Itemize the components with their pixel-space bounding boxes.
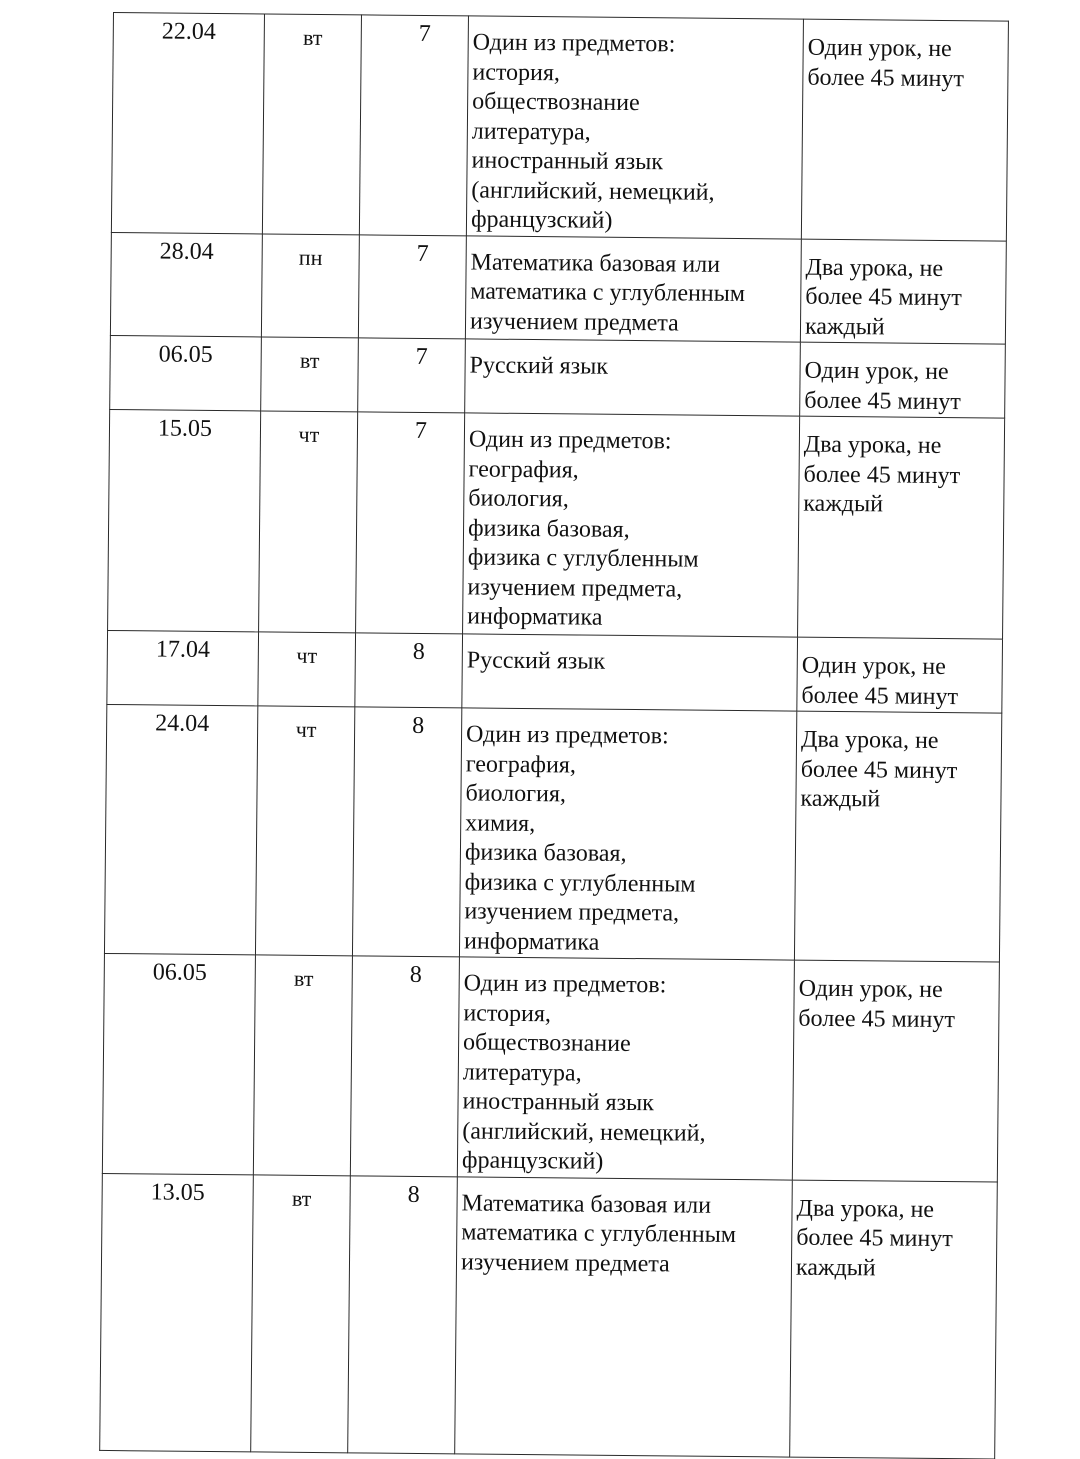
subject-cell — [463, 413, 800, 637]
grade-cell: 8 — [348, 1175, 458, 1453]
grade-cell: 7 — [358, 234, 466, 339]
weekday-cell: чт — [259, 411, 358, 633]
grade-cell: 7 — [356, 412, 465, 634]
duration-cell — [798, 416, 1005, 639]
subject-cell — [466, 16, 803, 239]
exam-schedule-table — [99, 12, 1009, 1459]
duration-line: более 45 минут — [800, 756, 958, 784]
grade-cell: 8 — [355, 633, 463, 708]
subject-line: биология, — [465, 780, 567, 808]
duration-line: более 45 минут — [805, 283, 962, 312]
date-cell: 17.04 — [107, 630, 259, 705]
date-cell: 28.04 — [110, 232, 262, 337]
duration-line: каждый — [800, 785, 881, 813]
subject-line: информатика — [467, 603, 603, 631]
subject-line: французский) — [470, 206, 613, 234]
table-row — [111, 13, 1008, 241]
duration-line: более 45 минут — [798, 1005, 956, 1033]
grade-cell: 7 — [358, 338, 466, 413]
date-cell: 22.04 — [111, 13, 264, 234]
subject-line: физика базовая, — [464, 839, 627, 867]
duration-line: Один урок, не — [801, 652, 946, 681]
subject-line: математика с углубленным — [461, 1219, 737, 1249]
subject-cell — [462, 634, 798, 711]
duration-cell — [790, 1180, 998, 1459]
subject-line: химия, — [465, 809, 536, 837]
duration-line: более 45 минут — [807, 64, 965, 92]
table-row — [100, 1173, 998, 1459]
grade-cell: 7 — [359, 15, 468, 236]
subject-cell — [465, 339, 801, 416]
duration-line: Один урок, не — [807, 34, 952, 63]
duration-line: Один урок, не — [804, 357, 949, 386]
subject-line: (английский, немецкий, — [462, 1117, 706, 1147]
date-cell: 06.05 — [110, 335, 262, 410]
duration-line: более 45 минут — [803, 461, 961, 489]
duration-cell — [792, 960, 999, 1181]
subject-line: Один из предметов: — [463, 970, 667, 999]
subject-line: Математика базовая или — [470, 248, 721, 278]
subject-line: биология, — [468, 485, 569, 513]
date-cell: 13.05 — [100, 1173, 254, 1451]
weekday-cell: пн — [261, 233, 359, 337]
subject-line: литература, — [462, 1058, 582, 1087]
subject-cell — [459, 708, 796, 960]
subject-line: Один из предметов: — [465, 721, 669, 750]
duration-cell — [801, 19, 1008, 240]
weekday-cell: вт — [262, 14, 361, 234]
table-row — [110, 335, 1006, 418]
duration-line: Один урок, не — [798, 975, 943, 1004]
duration-cell — [800, 239, 1006, 344]
table-row — [102, 953, 999, 1181]
weekday-cell: вт — [253, 955, 352, 1175]
duration-line: Два урока, не — [805, 254, 944, 282]
duration-line: более 45 минут — [804, 387, 961, 415]
subject-line: (английский, немецкий, — [471, 176, 715, 206]
table-row — [108, 409, 1005, 639]
subject-line: французский) — [461, 1147, 604, 1175]
table-row — [104, 704, 1001, 962]
table-row — [107, 630, 1003, 713]
subject-line: физика с углубленным — [467, 544, 699, 573]
subject-line: литература, — [471, 117, 591, 146]
subject-cell — [457, 957, 794, 1180]
subject-line: изучением предмета — [469, 307, 679, 336]
duration-line: более 45 минут — [801, 682, 959, 710]
weekday-cell: чт — [255, 706, 354, 956]
subject-line: география, — [465, 750, 577, 778]
date-cell: 15.05 — [108, 409, 261, 631]
subject-line: изучением предмета, — [464, 898, 680, 927]
subject-line: иностранный язык — [462, 1088, 655, 1117]
subject-line: физика с углубленным — [464, 868, 696, 898]
duration-line: Два урока, не — [800, 726, 939, 754]
duration-line: более 45 минут — [796, 1224, 953, 1253]
grade-cell: 8 — [350, 956, 459, 1177]
subject-line: обществознание — [472, 88, 640, 117]
weekday-cell: чт — [258, 632, 356, 707]
subject-line: история, — [472, 58, 561, 86]
duration-cell — [800, 342, 1006, 418]
subject-line: информатика — [463, 927, 600, 956]
weekday-cell: вт — [251, 1174, 351, 1452]
subject-line: физика базовая, — [467, 514, 630, 543]
subject-cell — [465, 235, 801, 342]
subject-line: обществознание — [463, 1029, 631, 1058]
date-cell: 06.05 — [102, 953, 255, 1174]
subject-line: изучением предмета, — [467, 573, 683, 602]
subject-line: история, — [463, 999, 552, 1027]
subject-line: изучением предмета — [460, 1248, 670, 1277]
subject-cell — [455, 1176, 793, 1456]
duration-line: Два урока, не — [803, 431, 942, 459]
subject-line: математика с углубленным — [470, 278, 746, 308]
duration-line: каждый — [795, 1254, 876, 1281]
subject-line: география, — [468, 455, 579, 483]
grade-cell: 8 — [352, 707, 461, 957]
duration-line: Два урока, не — [796, 1195, 935, 1223]
subject-line: Математика базовая или — [461, 1189, 712, 1219]
duration-line: каждый — [804, 313, 885, 340]
subject-line: Один из предметов: — [472, 29, 676, 58]
duration-line: каждый — [803, 490, 884, 518]
subject-line: Русский язык — [469, 352, 609, 380]
duration-cell — [797, 637, 1003, 713]
date-cell: 24.04 — [104, 704, 257, 954]
table-row — [110, 232, 1006, 344]
duration-cell — [794, 711, 1001, 962]
weekday-cell: вт — [261, 337, 359, 412]
subject-line: Русский язык — [466, 647, 606, 675]
subject-line: Один из предметов: — [468, 426, 672, 455]
subject-line: иностранный язык — [471, 147, 664, 176]
